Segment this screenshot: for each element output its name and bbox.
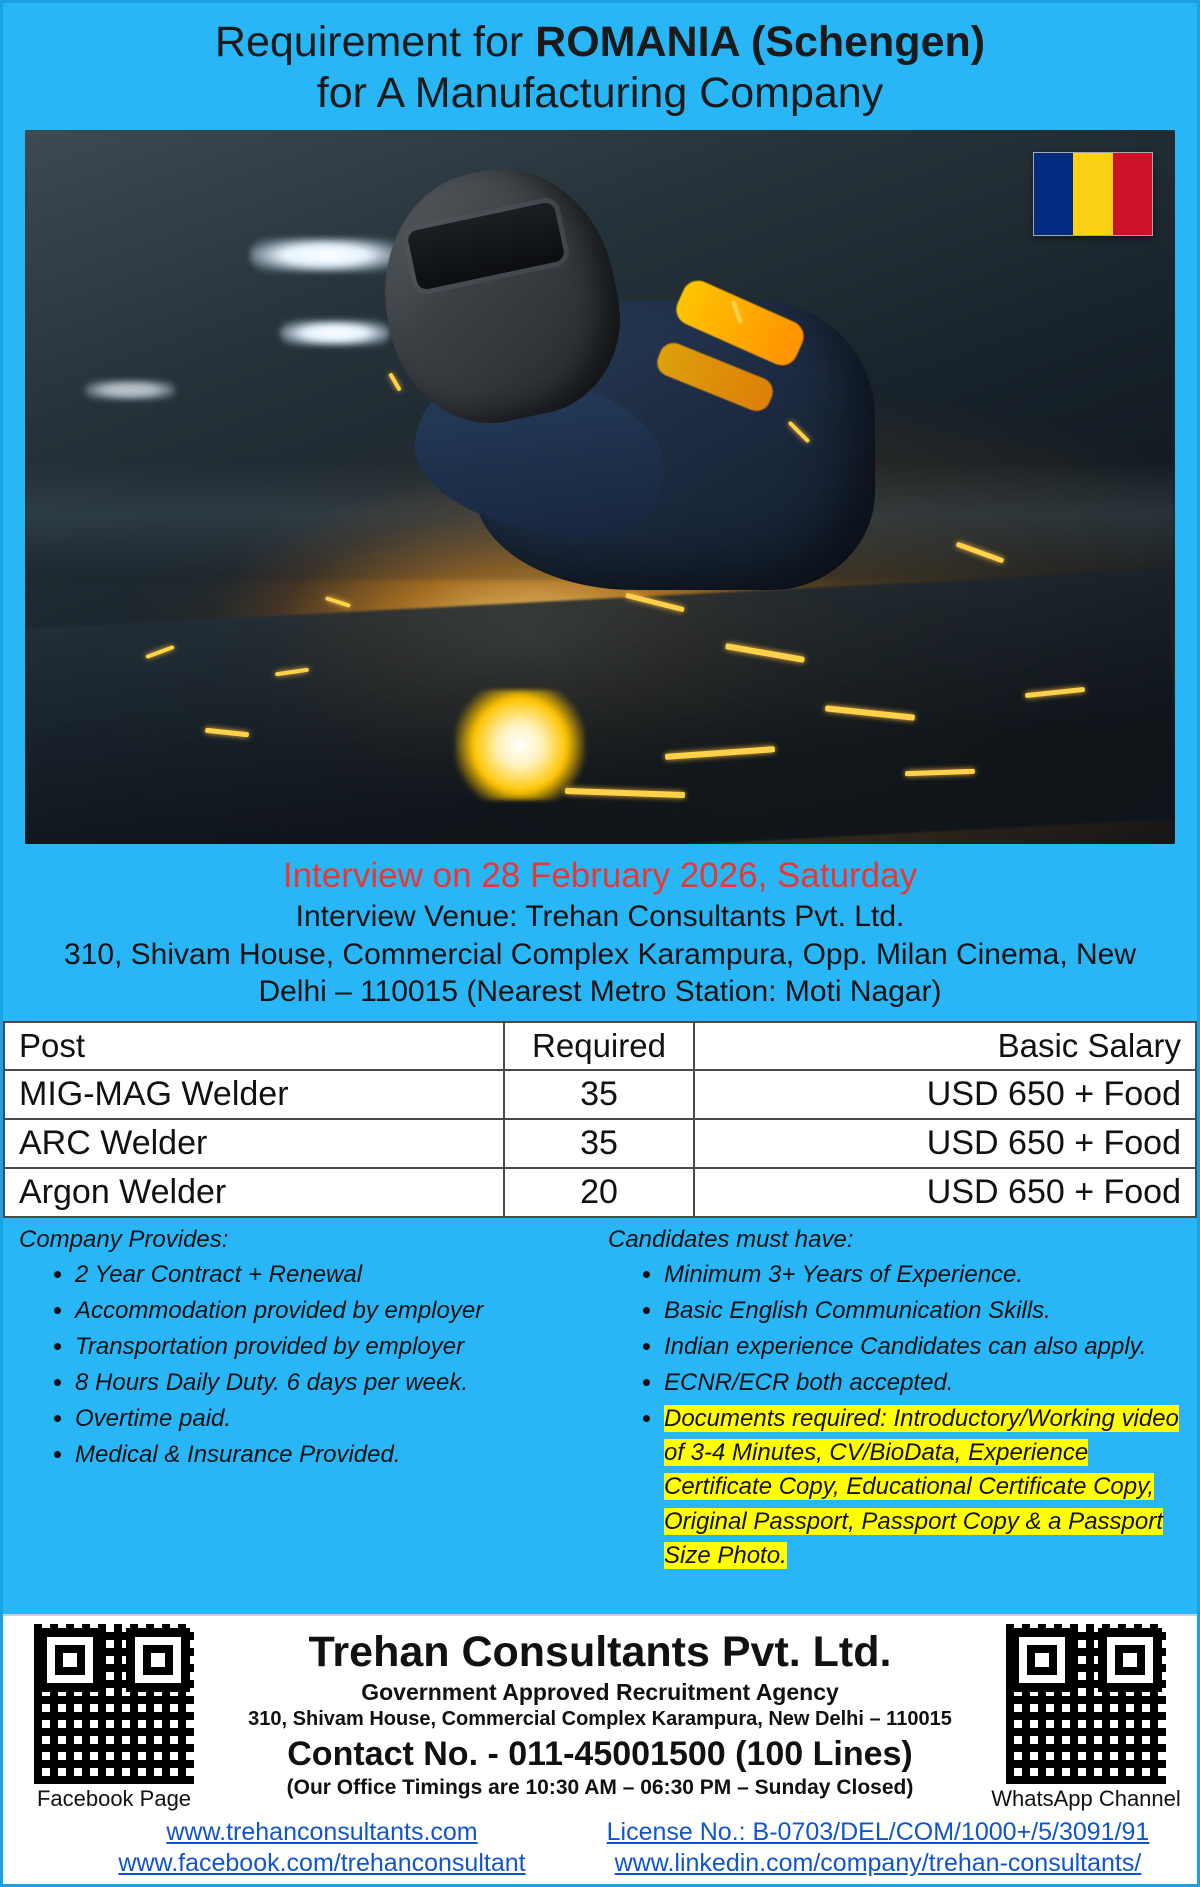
table-row (4, 1168, 1196, 1217)
interview-date: Interview on 28 February 2026, Saturday (282, 856, 918, 896)
list-item-documents-required (664, 1402, 1187, 1572)
cell-salary: USD 650 + Food (694, 1119, 1196, 1168)
header-line-1 (23, 17, 1177, 68)
column-header-required: Required (504, 1022, 694, 1070)
footer-company-info (209, 1624, 991, 1800)
candidate-requirements-list (608, 1258, 1187, 1573)
footer-top-row (19, 1624, 1181, 1812)
link-license-number[interactable]: License No.: B-0703/DEL/COM/1000+/5/3091/91 (606, 1818, 1150, 1846)
government-approval-line: Government Approved Recruitment Agency (361, 1679, 839, 1705)
flag-stripe-yellow (1073, 153, 1112, 235)
list-item: • Indian experience Candidates can also apply. (664, 1330, 1187, 1364)
cell-required: 35 (504, 1070, 694, 1119)
company-name: Trehan Consultants Pvt. Ltd. (308, 1628, 892, 1676)
cell-required: 20 (504, 1168, 694, 1217)
link-facebook[interactable]: www.facebook.com/trehanconsultant (118, 1849, 526, 1877)
column-header-salary: Basic Salary (694, 1022, 1196, 1070)
header-country-highlight: ROMANIA (Schengen) (535, 18, 986, 66)
flag-stripe-red (1113, 153, 1152, 235)
interview-address-line-1: 310, Shivam House, Commercial Complex Karampura, Opp. Milan Cinema, New (63, 937, 1137, 971)
company-provides-column (19, 1226, 598, 1575)
cell-salary: USD 650 + Food (694, 1168, 1196, 1217)
company-provides-list (19, 1258, 598, 1472)
table-row (4, 1070, 1196, 1119)
list-item: • Minimum 3+ Years of Experience. (664, 1258, 1187, 1292)
highlighted-text: Documents required: Introductory/Working video of 3-4 Minutes, CV/BioData, Experience Certificate Copy, Educational Certificate Copy, Original Passport, Passport Copy & a Passport Size Photo. (664, 1405, 1179, 1569)
header-line-1-prefix: Requirement for (214, 18, 536, 66)
contact-number: Contact No. - 011-45001500 (100 Lines) (287, 1735, 913, 1773)
welder-figure (355, 150, 895, 620)
interview-details (3, 844, 1197, 1013)
whatsapp-qr-label: WhatsApp Channel (991, 1786, 1181, 1811)
list-item: • 2 Year Contract + Renewal (75, 1258, 598, 1292)
table-header-row (4, 1022, 1196, 1070)
table-row (4, 1119, 1196, 1168)
cell-post: ARC Welder (4, 1119, 504, 1168)
list-item: • Overtime paid. (75, 1402, 598, 1436)
column-header-post: Post (4, 1022, 504, 1070)
office-timings: (Our Office Timings are 10:30 AM – 06:30 PM – Sunday Closed) (286, 1776, 914, 1799)
company-address: 310, Shivam House, Commercial Complex Karampura, New Delhi – 110015 (248, 1708, 952, 1730)
list-item: • Accommodation provided by employer (75, 1294, 598, 1328)
flag-stripe-blue (1034, 153, 1073, 235)
list-item: • ECNR/ECR both accepted. (664, 1366, 1187, 1400)
qr-code-icon[interactable] (34, 1624, 194, 1784)
list-item: • Basic English Communication Skills. (664, 1294, 1187, 1328)
jobs-table (3, 1021, 1197, 1218)
interview-venue: Interview Venue: Trehan Consultants Pvt. Ltd. (295, 900, 905, 934)
list-item: • Medical & Insurance Provided. (75, 1438, 598, 1472)
cell-post: Argon Welder (4, 1168, 504, 1217)
candidate-requirements-column (608, 1226, 1187, 1575)
link-website[interactable]: www.trehanconsultants.com (166, 1818, 478, 1846)
facebook-qr-label: Facebook Page (36, 1786, 192, 1811)
header-line-2: for A Manufacturing Company (316, 68, 884, 117)
company-provides-title: Company Provides: (19, 1225, 229, 1253)
candidate-requirements-title: Candidates must have: (608, 1225, 854, 1253)
cell-required: 35 (504, 1119, 694, 1168)
poster-footer (3, 1614, 1197, 1884)
list-item: • 8 Hours Daily Duty. 6 days per week. (75, 1366, 598, 1400)
qr-code-icon[interactable] (1006, 1624, 1166, 1784)
list-item: • Transportation provided by employer (75, 1330, 598, 1364)
workshop-lamp-icon (85, 380, 175, 400)
cell-salary: USD 650 + Food (694, 1070, 1196, 1119)
hero-image-welder (25, 130, 1175, 844)
romania-flag-icon (1033, 152, 1153, 236)
link-linkedin[interactable]: www.linkedin.com/company/trehan-consultants/ (614, 1849, 1142, 1877)
poster-header (3, 3, 1197, 124)
interview-address-line-2: Delhi – 110015 (Nearest Metro Station: Moti Nagar) (258, 975, 942, 1009)
footer-links (19, 1818, 1181, 1878)
weld-spark-core (455, 690, 585, 800)
whatsapp-qr-block[interactable] (991, 1624, 1181, 1812)
facebook-qr-block[interactable] (19, 1624, 209, 1812)
notes-section (3, 1218, 1197, 1585)
cell-post: MIG-MAG Welder (4, 1070, 504, 1119)
